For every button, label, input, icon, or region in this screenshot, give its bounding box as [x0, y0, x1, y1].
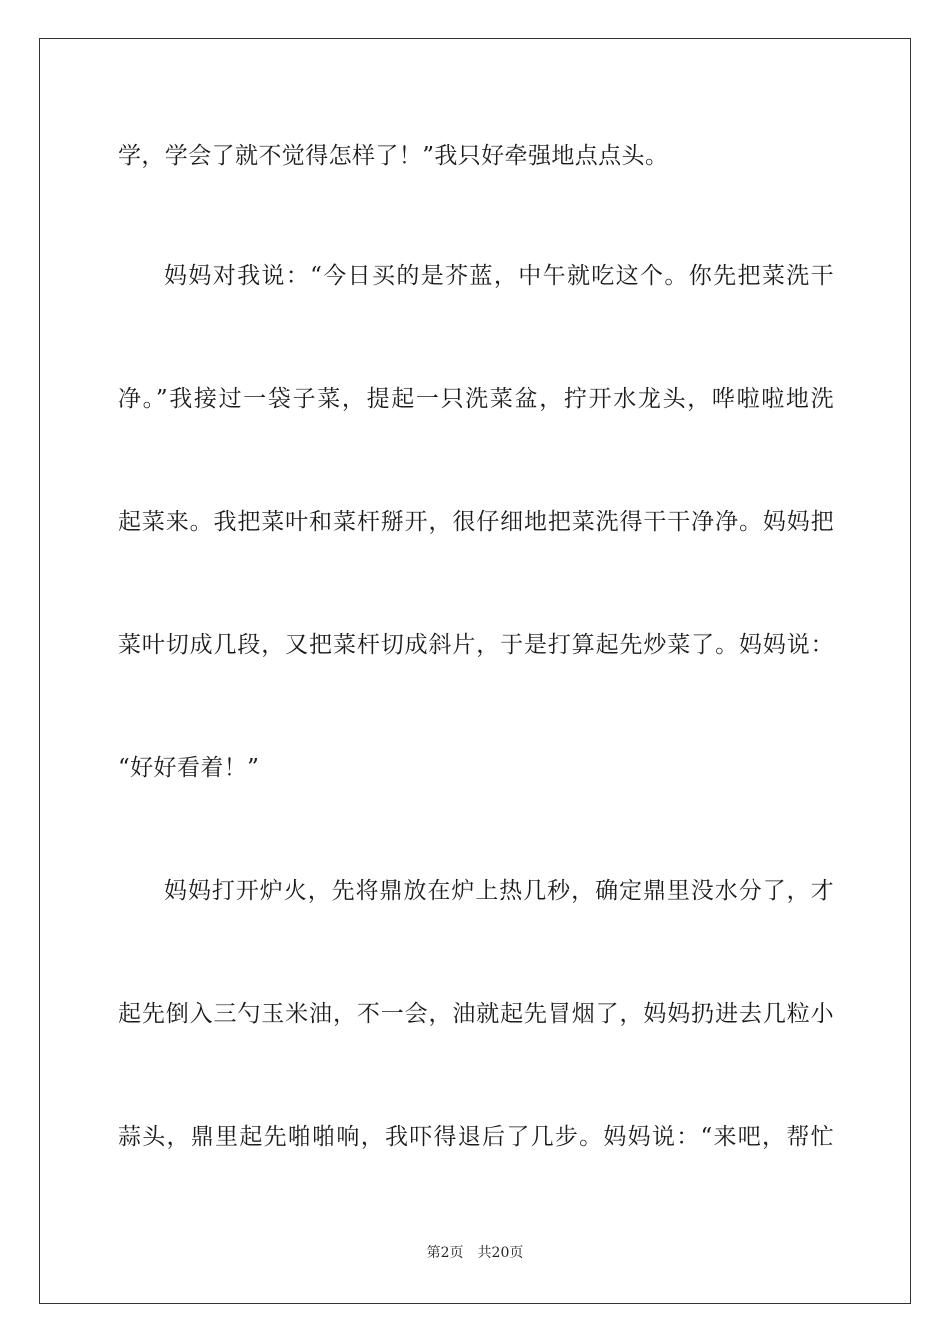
text-line-9: 蒜头，鼎里起先啪啪响，我吓得退后了几步。妈妈说：“来吧，帮忙	[118, 1124, 834, 1150]
text-line-6: “好好看着！”	[118, 755, 260, 781]
text-line-7: 妈妈打开炉火，先将鼎放在炉上热几秒，确定鼎里没水分了，才	[164, 878, 834, 904]
page-number: 第2页	[426, 1245, 464, 1261]
page-footer	[0, 1243, 950, 1263]
text-line-4: 起菜来。我把菜叶和菜杆掰开，很仔细地把菜洗得干干净净。妈妈把	[118, 509, 834, 535]
page-border	[39, 38, 911, 1304]
text-line-1: 学，学会了就不觉得怎样了！”我只好牵强地点点头。	[118, 143, 669, 169]
text-line-8: 起先倒入三勺玉米油，不一会，油就起先冒烟了，妈妈扔进去几粒小	[118, 1001, 834, 1027]
text-line-3: 净。”我接过一袋子菜，提起一只洗菜盆，拧开水龙头，哗啦啦地洗	[118, 386, 834, 412]
text-line-2: 妈妈对我说：“今日买的是芥蓝，中午就吃这个。你先把菜洗干	[164, 263, 834, 289]
text-line-5: 菜叶切成几段，又把菜杆切成斜片，于是打算起先炒菜了。妈妈说：	[118, 632, 834, 658]
page-total: 共20页	[477, 1245, 524, 1261]
